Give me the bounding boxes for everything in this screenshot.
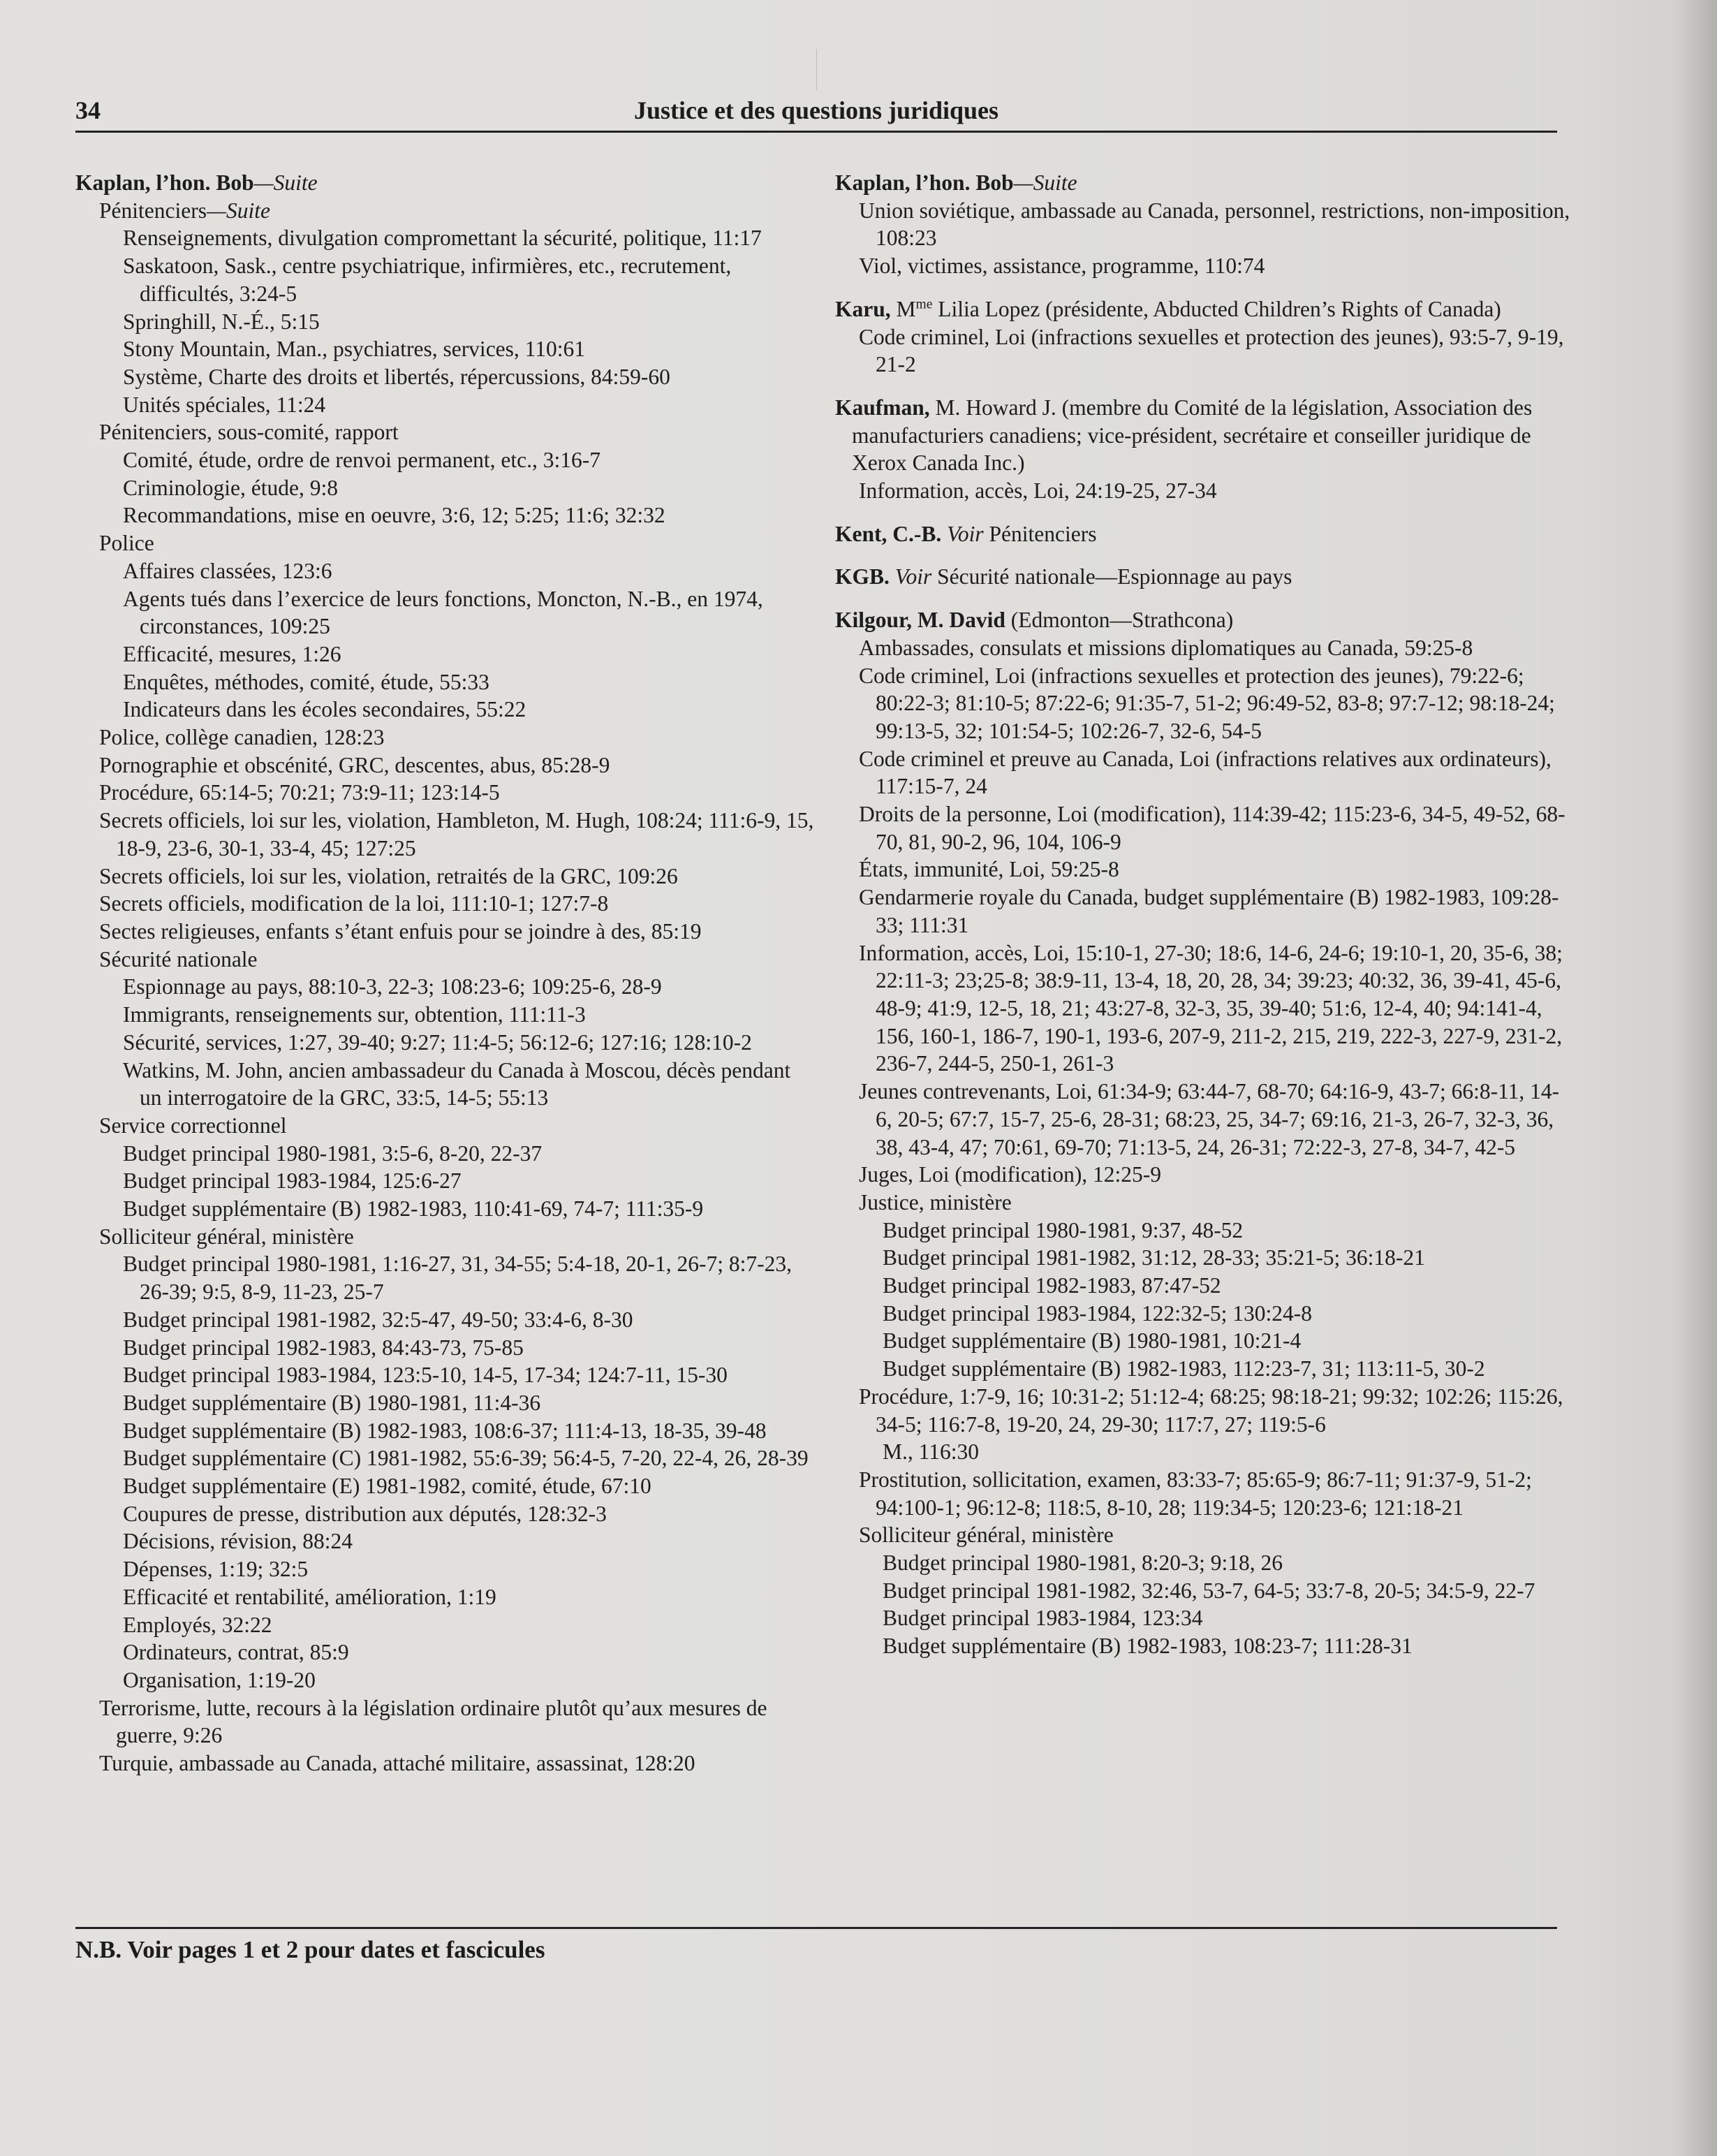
right-column <box>835 169 1575 1660</box>
entry-text: Budget supplémentaire (B) 1982-1983, 112:23-7, 31; 113:11-5, 30-2 <box>883 1356 1485 1381</box>
entry-text: Union soviétique, ambassade au Canada, personnel, restrictions, non-imposition, 108:23 <box>859 198 1570 251</box>
index-subsubentry <box>123 224 816 252</box>
entry-text: Police <box>99 531 154 556</box>
entry-text: Budget supplémentaire (B) 1982-1983, 108:23-7; 111:28-31 <box>883 1634 1413 1659</box>
entry-text: M., 116:30 <box>883 1439 979 1465</box>
entry-text: Indicateurs dans les écoles secondaires, 55:22 <box>123 697 526 722</box>
entry-text: Budget principal 1981-1982, 32:46, 53-7, 64-5; 33:7-8, 20-5; 34:5-9, 22-7 <box>883 1578 1535 1603</box>
entry-text: Code criminel, Loi (infractions sexuelles et protection des jeunes), 93:5-7, 9-19, 21-2 <box>859 324 1564 377</box>
entry-text: Pénitenciers <box>99 198 207 223</box>
entry-text: Unités spéciales, 11:24 <box>123 392 326 417</box>
entry-text: Information, accès, Loi, 15:10-1, 27-30; 18:6, 14-6, 24-6; 19:10-1, 20, 35-6, 38; 22:11-3; 23;25-8; 38:9-11, 13-4, 18, 20, 28, 34; 39:23; 40:32, 36, 39-41, 45-6, 48-9; 41:9, 12-5, 18, 21; 43:27-8, 32-3, 35, 39-40; 51:6, 12-4, 40; 94:141-4, 156, 160-1, 186-7, 190-1, 193-6, 207-9, 211-2, 215, 219, 222-3, 227-9, 231-2, 236-7, 244-5, 250-1, 261-3 <box>859 940 1563 1076</box>
index-subentry <box>99 1694 816 1750</box>
entry-text: Information, accès, Loi, 24:19-25, 27-34 <box>859 478 1217 504</box>
entry-text: Ambassades, consulats et missions diplomatiques au Canada, 59:25-8 <box>859 635 1473 660</box>
entry-text: Viol, victimes, assistance, programme, 110:74 <box>859 254 1265 279</box>
voir-label: Voir <box>947 521 984 546</box>
karu-subentries <box>835 323 1575 379</box>
index-subsubentry <box>123 363 816 391</box>
index-subentry <box>99 418 816 446</box>
index-subsubentry <box>123 308 816 336</box>
cross-reference: Pénitenciers <box>983 521 1097 546</box>
entry-text: Code criminel, Loi (infractions sexuelles et protection des jeunes), 79:22-6; 80:22-3; 81:10-5; 87:22-6; 91:35-7, 51-2; 96:49-52, 83-8; 97:7-12; 98:18-24; 99:13-5, 32; 101:54-5; 102:26-7, 32-6, 54-5 <box>859 663 1555 743</box>
entry-description: Lilia Lopez (présidente, Abducted Children’s Rights of Canada) <box>932 296 1501 321</box>
index-subsubentry <box>883 1300 1575 1328</box>
entry-text: Employés, 32:22 <box>123 1612 272 1637</box>
index-subsubentry <box>883 1217 1575 1245</box>
entry-text: Budget supplémentaire (B) 1980-1981, 10:21-4 <box>883 1328 1302 1354</box>
entry-text: Budget principal 1980-1981, 8:20-3; 9:18, 26 <box>883 1550 1283 1576</box>
entry-text: Droits de la personne, Loi (modification), 114:39-42; 115:23-6, 34-5, 49-52, 68-70, 81, 90-2, 96, 104, 106-9 <box>859 802 1565 854</box>
entry-text: Budget supplémentaire (B) 1982-1983, 110:41-69, 74-7; 111:35-9 <box>123 1196 704 1222</box>
index-subsubentry <box>123 1666 816 1694</box>
index-subsubentry <box>123 1417 816 1445</box>
entry-text: Espionnage au pays, 88:10-3, 22-3; 108:23-6; 109:25-6, 28-9 <box>123 974 662 999</box>
entry-text: Renseignements, divulgation compromettant la sécurité, politique, 11:17 <box>123 226 762 251</box>
entry-text: Code criminel et preuve au Canada, Loi (infractions relatives aux ordinateurs), 117:15-7, 24 <box>859 746 1552 799</box>
index-subentry <box>859 662 1575 745</box>
footnote: N.B. Voir pages 1 et 2 pour dates et fascicules <box>75 1936 545 1963</box>
entry-title: M <box>890 296 916 321</box>
entry-text: Juges, Loi (modification), 12:25-9 <box>859 1162 1162 1187</box>
entry-text: Budget principal 1983-1984, 123:34 <box>883 1606 1203 1631</box>
entry-text: Budget principal 1980-1981, 9:37, 48-52 <box>883 1217 1244 1242</box>
kilgour-subentries <box>835 634 1575 1660</box>
index-subentry <box>859 477 1575 505</box>
index-subsubentry <box>123 973 816 1001</box>
index-subentry <box>99 1750 816 1777</box>
index-subentry <box>859 800 1575 856</box>
entry-text: Turquie, ambassade au Canada, attaché militaire, assassinat, 128:20 <box>99 1751 695 1776</box>
index-subsubentry <box>123 1140 816 1168</box>
entry-text: Organisation, 1:19-20 <box>123 1667 316 1692</box>
index-subentry <box>859 883 1575 939</box>
index-subsubentry <box>123 1361 816 1389</box>
index-subsubentry <box>123 501 816 529</box>
entry-text: Watkins, M. John, ancien ambassadeur du Canada à Moscou, décès pendant un interrogatoire de la GRC, 33:5, 14-5; 55:13 <box>123 1057 791 1110</box>
index-subentry <box>859 939 1575 1078</box>
kaufman-subentries <box>835 477 1575 505</box>
index-subsubentry <box>123 640 816 668</box>
index-subentry <box>99 779 816 807</box>
entry-text: Enquêtes, méthodes, comité, étude, 55:33 <box>123 669 489 694</box>
entry-description: (Edmonton—Strathcona) <box>1005 608 1234 633</box>
index-subentry <box>99 1223 816 1251</box>
entry-text: Springhill, N.-É., 5:15 <box>123 309 320 334</box>
index-subsubentry <box>123 1029 816 1057</box>
entry-name: Kilgour, M. David <box>835 608 1005 633</box>
running-header <box>75 94 1557 133</box>
entry-text: Budget supplémentaire (B) 1980-1981, 11:4-36 <box>123 1390 541 1415</box>
entry-text: Sécurité nationale <box>99 946 258 971</box>
suite-label: —Suite <box>1013 170 1077 195</box>
index-subsubentry <box>883 1438 1575 1466</box>
entry-text: Criminologie, étude, 9:8 <box>123 475 338 500</box>
entry-text: Secrets officiels, loi sur les, violation, retraités de la GRC, 109:26 <box>99 863 678 888</box>
index-subsubentry <box>123 1500 816 1528</box>
index-subentry <box>99 1112 816 1140</box>
entry-text: Agents tués dans l’exercice de leurs fonctions, Moncton, N.-B., en 1974, circonstances, 109:25 <box>123 586 763 639</box>
index-subsubentry <box>883 1604 1575 1632</box>
index-subentry <box>859 197 1575 252</box>
index-subsubentry <box>123 1611 816 1639</box>
entry-text: Coupures de presse, distribution aux députés, 128:32-3 <box>123 1501 607 1526</box>
index-subsubentry <box>123 252 816 307</box>
cross-reference: Sécurité nationale—Espionnage au pays <box>931 564 1292 589</box>
index-subentry <box>859 1383 1575 1438</box>
entry-text: Sectes religieuses, enfants s’étant enfuis pour se joindre à des, 85:19 <box>99 918 702 944</box>
entry-text: Système, Charte des droits et libertés, répercussions, 84:59-60 <box>123 364 670 389</box>
index-subentry <box>859 745 1575 800</box>
index-subsubentry <box>123 557 816 585</box>
index-subsubentry <box>123 1334 816 1362</box>
index-subsubentry <box>123 1444 816 1472</box>
index-subsubentry <box>123 668 816 696</box>
entry-text: Stony Mountain, Man., psychiatres, services, 110:61 <box>123 337 585 362</box>
index-subentry <box>99 724 816 751</box>
index-subsubentry <box>123 696 816 724</box>
index-heading-kgb <box>835 563 1575 591</box>
index-subsubentry <box>123 1250 816 1305</box>
entry-text: Dépenses, 1:19; 32:5 <box>123 1557 309 1582</box>
index-heading-karu <box>835 295 1575 323</box>
entry-text: Pornographie et obscénité, GRC, descentes, abus, 85:28-9 <box>99 752 610 777</box>
entry-title-sup: me <box>915 297 933 312</box>
index-subentry <box>99 946 816 974</box>
entry-text: Efficacité, mesures, 1:26 <box>123 641 341 666</box>
index-heading-kaplan <box>75 169 816 197</box>
index-subsubentry <box>123 1583 816 1611</box>
entry-text: Saskatoon, Sask., centre psychiatrique, infirmières, etc., recrutement, difficultés, 3:24-5 <box>123 254 732 306</box>
index-subentry <box>99 751 816 779</box>
index-heading-kent <box>835 520 1575 548</box>
index-subsubentry <box>123 1306 816 1334</box>
entry-text: Gendarmerie royale du Canada, budget supplémentaire (B) 1982-1983, 109:28-33; 111:31 <box>859 885 1559 937</box>
index-subentry <box>859 1078 1575 1161</box>
index-subentry <box>859 1189 1575 1217</box>
entry-text: Budget principal 1983-1984, 125:6-27 <box>123 1168 462 1194</box>
index-subentry <box>99 529 816 557</box>
entry-description: M. Howard J. (membre du Comité de la législation, Association des manufacturiers canadiens; vice-président, secrétaire et conseiller juridique de Xerox Canada Inc.) <box>852 395 1533 476</box>
entry-text: Prostitution, sollicitation, examen, 83:33-7; 85:65-9; 86:7-11; 91:37-9, 51-2; 94:100-1; 96:12-8; 118:5, 8-10, 28; 119:34-5; 120:23-6; 121:18-21 <box>859 1467 1532 1520</box>
index-subentry <box>859 252 1575 280</box>
entry-text: Comité, étude, ordre de renvoi permanent, etc., 3:16-7 <box>123 448 601 473</box>
index-subsubentry <box>123 1472 816 1500</box>
entry-text: Budget principal 1982-1983, 87:47-52 <box>883 1273 1221 1298</box>
entry-text: Immigrants, renseignements sur, obtention, 111:11-3 <box>123 1002 586 1027</box>
suite-label: —Suite <box>253 170 318 195</box>
entry-text: Service correctionnel <box>99 1113 287 1138</box>
kaplan-subentries <box>835 197 1575 280</box>
index-subsubentry <box>123 1195 816 1223</box>
entry-text: Procédure, 1:7-9, 16; 10:31-2; 51:12-4; 68:25; 98:18-21; 99:32; 102:26; 115:26, 34-5; 116:7-8, 19-20, 24, 29-30; 117:7, 27; 119:5-6 <box>859 1384 1563 1437</box>
voir-label: Voir <box>894 564 932 589</box>
entry-text: Budget principal 1983-1984, 122:32-5; 130:24-8 <box>883 1300 1313 1326</box>
entry-name: Kaplan, l’hon. Bob <box>75 170 254 195</box>
page-crease <box>816 49 817 91</box>
left-column <box>75 169 816 1777</box>
index-subentry <box>99 807 816 862</box>
page-number: 34 <box>75 96 101 124</box>
entry-text: Justice, ministère <box>859 1189 1012 1215</box>
entry-text: Budget supplémentaire (B) 1982-1983, 108:6-37; 111:4-13, 18-35, 39-48 <box>123 1418 767 1443</box>
entry-name: Karu, <box>835 296 891 321</box>
entry-text: Ordinateurs, contrat, 85:9 <box>123 1640 349 1665</box>
entry-text: Décisions, révision, 88:24 <box>123 1529 353 1554</box>
index-subsubentry <box>123 585 816 640</box>
entry-text: Procédure, 65:14-5; 70:21; 73:9-11; 123:14-5 <box>99 780 500 805</box>
entry-name: Kent, C.-B. <box>835 521 942 546</box>
entry-text: Budget supplémentaire (E) 1981-1982, comité, étude, 67:10 <box>123 1474 651 1499</box>
index-subentry <box>99 918 816 946</box>
index-subsubentry <box>123 1527 816 1555</box>
index-subsubentry <box>883 1549 1575 1577</box>
index-subentry <box>99 197 816 225</box>
entry-text: Sécurité, services, 1:27, 39-40; 9:27; 11:4-5; 56:12-6; 127:16; 128:10-2 <box>123 1029 752 1055</box>
entry-name: Kaufman, <box>835 395 930 420</box>
entry-text: Budget principal 1982-1983, 84:43-73, 75-85 <box>123 1335 524 1360</box>
entry-text: Secrets officiels, loi sur les, violation, Hambleton, M. Hugh, 108:24; 111:6-9, 15, 18-9, 23-6, 30-1, 33-4, 45; 127:25 <box>99 808 814 860</box>
index-subentry <box>859 323 1575 379</box>
entry-text: Pénitenciers, sous-comité, rapport <box>99 420 399 445</box>
entry-name: Kaplan, l’hon. Bob <box>835 170 1014 195</box>
entry-text: Jeunes contrevenants, Loi, 61:34-9; 63:44-7, 68-70; 64:16-9, 43-7; 66:8-11, 14-6, 20-5; 67:7, 15-7, 25-6, 28-31; 68:23, 25, 34-7; 69:16, 21-3, 26-7, 32-3, 36, 38, 43-4, 47; 70:61, 69-70; 71:13-5, 24, 26-31; 72:22-3, 27-8, 34-7, 42-5 <box>859 1079 1560 1159</box>
footer-rule <box>75 1927 1557 1929</box>
index-subentry <box>859 1161 1575 1189</box>
entry-text: Budget supplémentaire (C) 1981-1982, 55:6-39; 56:4-5, 7-20, 22-4, 26, 28-39 <box>123 1446 809 1471</box>
entry-name: KGB. <box>835 564 890 589</box>
index-subsubentry <box>883 1327 1575 1355</box>
entry-text: Budget principal 1983-1984, 123:5-10, 14-5, 17-34; 124:7-11, 15-30 <box>123 1363 728 1388</box>
running-title: Justice et des questions juridiques <box>633 96 999 124</box>
entry-text: Affaires classées, 123:6 <box>123 558 332 583</box>
index-heading-kaplan <box>835 169 1575 197</box>
index-subentry <box>99 863 816 890</box>
index-subsubentry <box>123 1638 816 1666</box>
index-heading-kaufman <box>835 394 1575 477</box>
entry-text: Recommandations, mise en oeuvre, 3:6, 12; 5:25; 11:6; 32:32 <box>123 503 665 528</box>
entry-text: États, immunité, Loi, 59:25-8 <box>859 857 1119 882</box>
entry-text: Budget principal 1980-1981, 1:16-27, 31, 34-55; 5:4-18, 20-1, 26-7; 8:7-23, 26-39; 9:5, 8-9, 11-23, 25-7 <box>123 1252 793 1305</box>
index-subsubentry <box>123 1167 816 1195</box>
index-subsubentry <box>123 1001 816 1029</box>
index-subsubentry <box>123 335 816 363</box>
entry-text: Budget principal 1981-1982, 32:5-47, 49-50; 33:4-6, 8-30 <box>123 1307 633 1332</box>
suite-label: —Suite <box>206 198 270 223</box>
index-subentry <box>859 1466 1575 1521</box>
index-subentry <box>859 1521 1575 1549</box>
index-subentry <box>99 890 816 918</box>
entry-text: Budget principal 1980-1981, 3:5-6, 8-20, 22-37 <box>123 1141 543 1166</box>
index-subentry <box>859 856 1575 883</box>
index-heading-kilgour <box>835 606 1575 634</box>
index-subsubentry <box>123 1389 816 1417</box>
index-subsubentry <box>883 1355 1575 1383</box>
index-subsubentry <box>123 446 816 474</box>
entry-text: Solliciteur général, ministère <box>859 1523 1114 1548</box>
index-subsubentry <box>883 1272 1575 1300</box>
index-subsubentry <box>123 1057 816 1112</box>
entry-text: Secrets officiels, modification de la loi, 111:10-1; 127:7-8 <box>99 891 609 916</box>
index-subsubentry <box>123 391 816 419</box>
entry-text: Budget principal 1981-1982, 31:12, 28-33; 35:21-5; 36:18-21 <box>883 1245 1425 1270</box>
index-subsubentry <box>883 1632 1575 1660</box>
index-subsubentry <box>883 1244 1575 1272</box>
index-subentry <box>859 634 1575 662</box>
index-subsubentry <box>123 1555 816 1583</box>
index-subsubentry <box>883 1577 1575 1605</box>
entry-text: Solliciteur général, ministère <box>99 1224 354 1249</box>
binding-shadow <box>1675 0 1717 2156</box>
entry-text: Efficacité et rentabilité, amélioration, 1:19 <box>123 1584 496 1609</box>
index-subsubentry <box>123 474 816 502</box>
entry-text: Police, collège canadien, 128:23 <box>99 725 385 750</box>
entry-text: Terrorisme, lutte, recours à la législation ordinaire plutôt qu’aux mesures de guerre, 9:26 <box>99 1695 767 1748</box>
